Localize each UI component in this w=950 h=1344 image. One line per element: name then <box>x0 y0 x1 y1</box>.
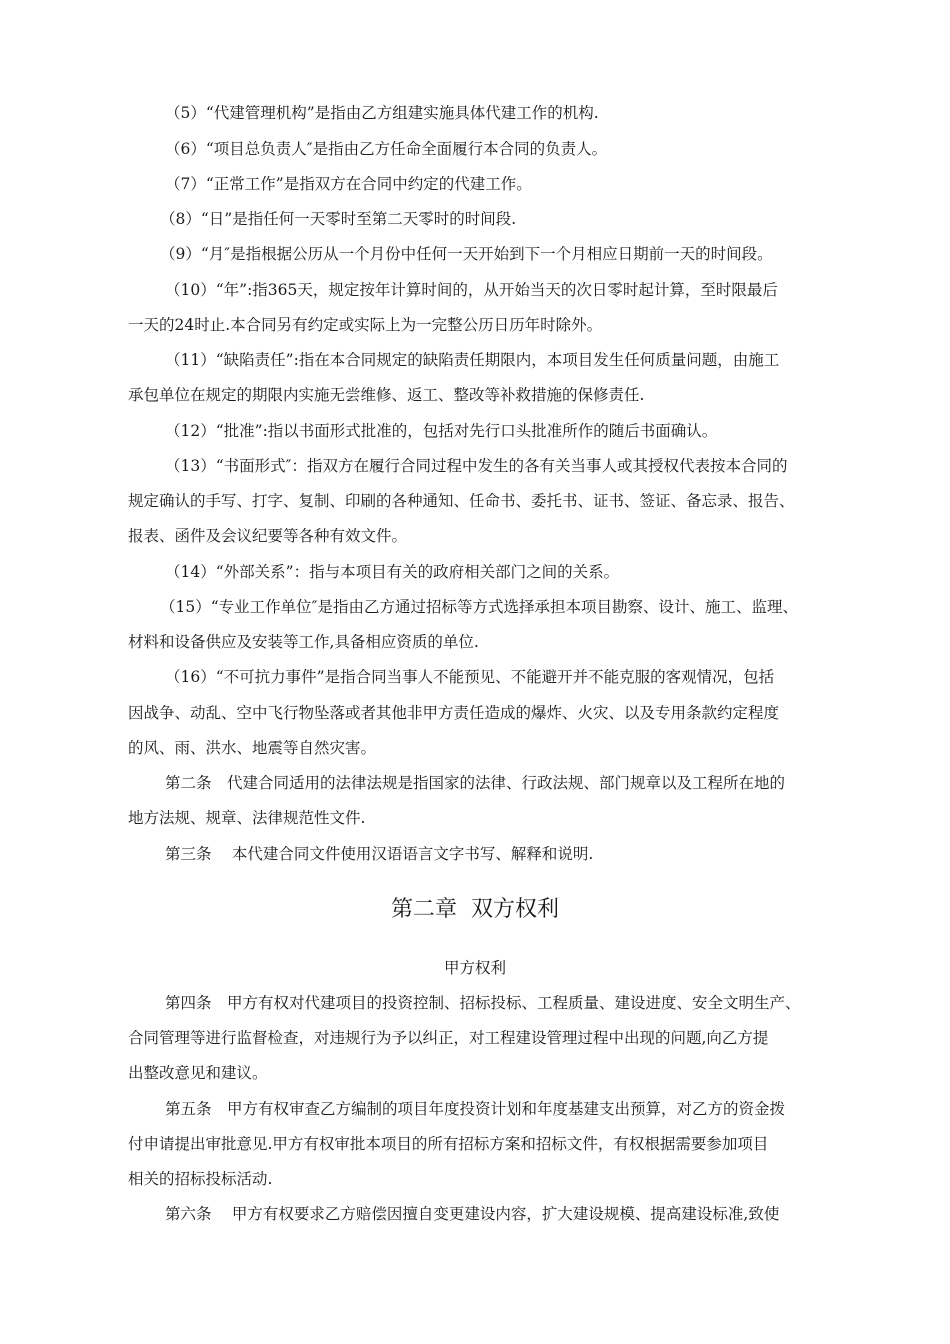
article-2-line-1: 第二条 代建合同适用的法律法规是指国家的法律、行政法规、部门规章以及工程所在地的 <box>165 774 786 792</box>
article-5-line-2: 付申请提出审批意见.甲方有权审批本项目的所有招标方案和招标文件，有权根据需要参加项目 <box>128 1135 769 1153</box>
chapter-title: 第二章 双方权利 <box>391 897 559 922</box>
clause-16-line-2: 因战争、动乱、空中飞行物坠落或者其他非甲方责任造成的爆炸、火灾、以及专用条款约定程度 <box>128 704 780 722</box>
article-2-line-2: 地方法规、规章、法律规范性文件. <box>128 809 366 827</box>
clause-15-line-2: 材料和设备供应及安装等工作,具备相应资质的单位. <box>128 633 479 651</box>
section-title: 甲方权利 <box>443 959 506 977</box>
article-5-line-1: 第五条 甲方有权审查乙方编制的项目年度投资计划和年度基建支出预算，对乙方的资金拨 <box>165 1100 786 1118</box>
clause-6: （6）“项目总负责人″是指由乙方任命全面履行本合同的负责人。 <box>165 140 608 158</box>
clause-5: （5）“代建管理机构”是指由乙方组建实施具体代建工作的机构. <box>165 104 599 122</box>
clause-12: （12）“批准”:指以书面形式批准的，包括对先行口头批准所作的随后书面确认。 <box>165 422 718 440</box>
article-4-line-3: 出整改意见和建议。 <box>128 1064 268 1082</box>
clause-14: （14）“外部关系”：指与本项目有关的政府相关部门之间的关系。 <box>165 563 620 581</box>
clause-10-line-1: （10）“年”:指365天，规定按年计算时间的，从开始当天的次日零时起计算，至时限最后 <box>165 281 778 299</box>
clause-11-line-1: （11）“缺陷责任”:指在本合同规定的缺陷责任期限内，本项目发生任何质量问题，由施工 <box>165 351 780 369</box>
clause-8: （8）“日”是指任何一天零时至第二天零时的时间段. <box>160 210 517 228</box>
article-6-line-1: 第六条 甲方有权要求乙方赔偿因擅自变更建设内容，扩大建设规模、提高建设标准,致使 <box>165 1205 780 1223</box>
clause-16-line-1: （16）“不可抗力事件”是指合同当事人不能预见、不能避开并不能克服的客观情况，包括 <box>165 668 775 686</box>
article-5-line-3: 相关的招标投标活动. <box>128 1170 273 1188</box>
clause-13-line-1: （13）“书面形式″：指双方在履行合同过程中发生的各有关当事人或其授权代表按本合同的 <box>165 457 788 475</box>
clause-7: （7）“正常工作”是指双方在合同中约定的代建工作。 <box>165 175 532 193</box>
article-4-line-1: 第四条 甲方有权对代建项目的投资控制、招标投标、工程质量、建设进度、安全文明生产、 <box>165 994 801 1012</box>
article-4-line-2: 合同管理等进行监督检查，对违规行为予以纠正，对工程建设管理过程中出现的问题,向乙方提 <box>128 1029 769 1047</box>
clause-9: （9）“月″是指根据公历从一个月份中任何一天开始到下一个月相应日期前一天的时间段。 <box>160 245 773 263</box>
clause-13-line-3: 报表、函件及会议纪要等各种有效文件。 <box>128 527 408 545</box>
article-3: 第三条 本代建合同文件使用汉语语言文字书写、解释和说明. <box>165 845 594 863</box>
clause-16-line-3: 的风、雨、洪水、地震等自然灾害。 <box>128 739 377 757</box>
clause-11-line-2: 承包单位在规定的期限内实施无尝维修、返工、整改等补救措施的保修责任. <box>128 386 645 404</box>
clause-15-line-1: （15）“专业工作单位″是指由乙方通过招标等方式选择承担本项目勘察、设计、施工、监理、 <box>160 598 798 616</box>
clause-13-line-2: 规定确认的手写、打字、复制、印刷的各种通知、任命书、委托书、证书、签证、备忘录、报告、 <box>128 492 795 510</box>
clause-10-line-2: 一天的24时止.本合同另有约定或实际上为一完整公历日历年时除外。 <box>128 316 603 334</box>
